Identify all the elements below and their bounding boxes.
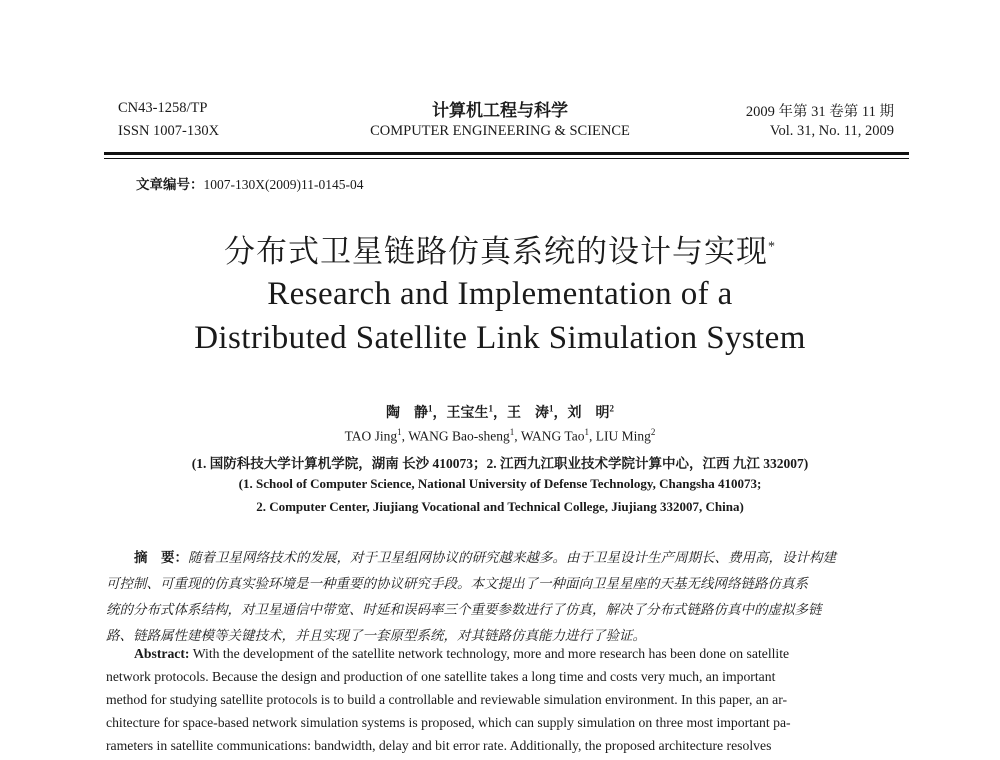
- affiliations-en-line1: (1. School of Computer Science, National University of Defense Technology, Changsha 410073;: [238, 476, 762, 491]
- abstract-cn-line: [134, 546, 836, 566]
- author-en-name: WANG Tao: [520, 428, 585, 444]
- author-cn-name: 王 涛: [507, 406, 549, 421]
- article-number-value: 1007-130X(2009)11-0145-04: [203, 177, 364, 192]
- abstract-cn-line: 可控制、可重现的仿真实验环境是一种重要的协议研究手段。本文提出了一种面向卫星星座的天基无线网络链路仿真系: [106, 576, 808, 591]
- journal-name-cn: 计算机工程与科学: [432, 101, 568, 120]
- authors-cn: 陶 静$^1$，王宝生$^1$，王 涛$^1$，刘 明$^2$: [386, 403, 614, 421]
- abstract-cn-line: 统的分布式体系结构，对卫星通信中带宽、时延和误码率三个重要参数进行了仿真，解决了分布式链路仿真中的虚拟多链: [106, 602, 822, 617]
- author-cn-aff: 1: [428, 403, 433, 414]
- affiliations-cn: (1. 国防科技大学计算机学院，湖南 长沙 410073；2. 江西九江职业技术学院计算中心，江西 九江 332007): [191, 456, 809, 471]
- author-cn-name: 陶 静: [386, 406, 428, 421]
- title-cn-text: 分布式卫星链路仿真系统的设计与实现: [224, 234, 768, 269]
- abstract-cn-line: 路、链路属性建模等关键技术，并且实现了一套原型系统，对其链路仿真能力进行了验证。: [106, 628, 646, 643]
- abstract-en-line: network protocols. Because the design and production of one satellite takes a long time and costs very much, an important: [106, 669, 776, 684]
- title-cn: [0, 226, 1000, 271]
- abstract-en-label: Abstract:: [134, 646, 190, 661]
- author-cn-name: 王宝生: [446, 406, 489, 421]
- abstract-en-line: method for studying satellite protocols is to build a controllable and reviewable simulation environment. In this paper, an ar-: [106, 692, 788, 707]
- journal-issn: ISSN 1007-130X: [118, 123, 220, 139]
- author-en-name: LIU Ming: [595, 428, 651, 444]
- affiliations-en-line2: 2. Computer Center, Jiujiang Vocational and Technical College, Jiujiang 332007, China): [256, 499, 744, 514]
- title-footnote-mark: *: [768, 239, 776, 255]
- abstract-cn-text: 随着卫星网络技术的发展，对于卫星组网协议的研究越来越多。由于卫星设计生产周期长、费用高，设计构建: [188, 550, 836, 565]
- author-en-aff: 1: [397, 427, 402, 437]
- abstract-en-text: With the development of the satellite network technology, more and more research has been done on satellite: [192, 646, 790, 661]
- author-en-aff: 1: [509, 427, 515, 437]
- author-cn-aff: 1: [488, 403, 493, 414]
- journal-name-en: COMPUTER ENGINEERING & SCIENCE: [370, 123, 630, 139]
- authors-en: TAO Jing$^1$, WANG Bao-sheng$^1$, WANG Tao$^1$, LIU Ming$^2$: [344, 427, 656, 444]
- title-en-line1: Research and Implementation of a: [267, 276, 733, 312]
- author-en-aff: 2: [650, 427, 656, 437]
- journal-cn-code: CN43-1258/TP: [118, 100, 208, 116]
- author-en-name: WANG Bao-sheng: [408, 428, 510, 444]
- abstract-en-line: chitecture for space-based network simulation systems is proposed, which can supply simulation on three most important pa-: [106, 715, 791, 730]
- title-en-line2: Distributed Satellite Link Simulation System: [194, 320, 806, 356]
- issue-en: Vol. 31, No. 11, 2009: [769, 123, 894, 139]
- abstract-en-line: [134, 646, 789, 662]
- author-en-name: TAO Jing: [344, 428, 398, 444]
- author-cn-aff: 2: [609, 403, 614, 414]
- author-en-aff: 1: [584, 427, 589, 437]
- author-cn-name: 刘 明: [567, 406, 610, 421]
- author-cn-aff: 1: [549, 403, 554, 414]
- issue-cn: 2009 年第 31 卷第 11 期: [745, 104, 894, 120]
- abstract-cn-label: 摘 要：: [134, 550, 188, 565]
- article-number-label: 文章编号：: [136, 177, 204, 192]
- header-rule-thin: [104, 158, 909, 159]
- article-number: [136, 173, 363, 193]
- header-rule-thick: [104, 152, 909, 155]
- abstract-en-line: rameters in satellite communications: bandwidth, delay and bit error rate. Additionally, the proposed architecture resolves: [106, 738, 772, 753]
